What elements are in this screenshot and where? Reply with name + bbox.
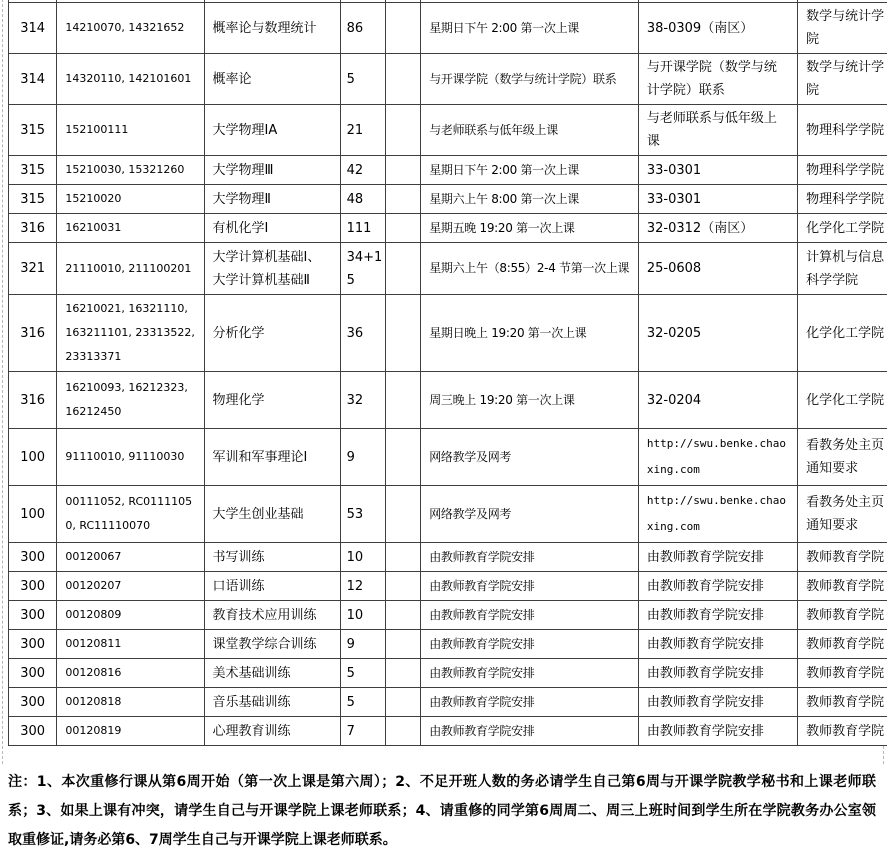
cell-seq: 316 (9, 214, 57, 243)
table-row (9, 54, 887, 105)
cell-blank (385, 659, 420, 688)
cell-schedule: 星期六上午（8:55）2-4 节第一次上课 (421, 243, 639, 295)
cell-location: 32-0205 (638, 295, 797, 372)
cell-course-codes: 00111052, RC01111050, RC11110070 (57, 486, 204, 543)
cell-course-codes: 21110010, 211100201 (57, 243, 204, 295)
cell-course-name: 心理教育训练 (204, 717, 340, 746)
cell-college: 教师教育学院 (798, 572, 887, 601)
cell-college: 物理科学学院 (798, 185, 887, 214)
cell-schedule: 由教师教育学院安排 (421, 717, 639, 746)
cell-blank (385, 572, 420, 601)
cell-seq: 300 (9, 659, 57, 688)
cell-college: 化学化工学院 (798, 214, 887, 243)
cell-course-codes: 15210030, 15321260 (57, 156, 204, 185)
cell-schedule: 由教师教育学院安排 (421, 572, 639, 601)
table-row (9, 688, 887, 717)
cell-location: http://swu.benke.chaoxing.com (638, 486, 797, 543)
cell-blank (385, 372, 420, 429)
cell-location: 由教师教育学院安排 (638, 659, 797, 688)
cell-college: 数学与统计学院 (798, 3, 887, 54)
cell-count: 5 (340, 54, 385, 105)
cell-location: 与老师联系与低年级上课 (638, 105, 797, 156)
cell-course-codes: 00120207 (57, 572, 204, 601)
cell-schedule: 星期日下午 2:00 第一次上课 (421, 156, 639, 185)
cell-college: 教师教育学院 (798, 601, 887, 630)
cell-college: 物理科学学院 (798, 156, 887, 185)
cell-course-name: 书写训练 (204, 543, 340, 572)
cell-count: 34+15 (340, 243, 385, 295)
cell-course-name: 大学物理Ⅱ (204, 185, 340, 214)
table-row (9, 105, 887, 156)
cell-seq: 300 (9, 601, 57, 630)
cell-course-name: 军训和军事理论Ⅰ (204, 429, 340, 486)
cell-count: 10 (340, 543, 385, 572)
cell-seq: 100 (9, 486, 57, 543)
cell-college: 数学与统计学院 (798, 54, 887, 105)
cell-count: 48 (340, 185, 385, 214)
cell-seq: 100 (9, 429, 57, 486)
cell-course-name: 物理化学 (204, 372, 340, 429)
cell-course-codes: 16210021, 16321110, 163211101, 23313522, 23313371 (57, 295, 204, 372)
cell-location: 由教师教育学院安排 (638, 688, 797, 717)
cell-location: 由教师教育学院安排 (638, 717, 797, 746)
cell-course-codes: 16210031 (57, 214, 204, 243)
cell-seq: 314 (9, 3, 57, 54)
cell-course-name: 概率论 (204, 54, 340, 105)
cell-course-codes: 00120816 (57, 659, 204, 688)
cell-schedule: 由教师教育学院安排 (421, 659, 639, 688)
cell-location: 38-0309（南区） (638, 3, 797, 54)
cell-blank (385, 688, 420, 717)
cell-seq: 316 (9, 372, 57, 429)
cell-count: 9 (340, 630, 385, 659)
cell-course-codes: 00120067 (57, 543, 204, 572)
cell-location: 由教师教育学院安排 (638, 630, 797, 659)
cell-course-codes: 00120811 (57, 630, 204, 659)
cell-course-codes: 91110010, 91110030 (57, 429, 204, 486)
cell-college: 化学化工学院 (798, 295, 887, 372)
table-row (9, 185, 887, 214)
cell-course-codes: 14210070, 14321652 (57, 3, 204, 54)
cell-blank (385, 105, 420, 156)
cell-location: 由教师教育学院安排 (638, 572, 797, 601)
cell-blank (385, 243, 420, 295)
cell-blank (385, 630, 420, 659)
table-row (9, 659, 887, 688)
page-boundary-left (2, 0, 3, 764)
cell-seq: 315 (9, 185, 57, 214)
cell-course-codes: 00120819 (57, 717, 204, 746)
cell-schedule: 与老师联系与低年级上课 (421, 105, 639, 156)
cell-schedule: 与开课学院（数学与统计学院）联系 (421, 54, 639, 105)
cell-count: 86 (340, 3, 385, 54)
cell-college: 教师教育学院 (798, 688, 887, 717)
cell-course-name: 大学物理Ⅲ (204, 156, 340, 185)
cell-count: 42 (340, 156, 385, 185)
cell-seq: 300 (9, 572, 57, 601)
cell-schedule: 周三晚上 19:20 第一次上课 (421, 372, 639, 429)
cell-count: 12 (340, 572, 385, 601)
cell-location: 32-0204 (638, 372, 797, 429)
cell-location: 32-0312（南区） (638, 214, 797, 243)
cell-course-name: 课堂教学综合训练 (204, 630, 340, 659)
cell-college: 教师教育学院 (798, 717, 887, 746)
cell-seq: 315 (9, 105, 57, 156)
cell-course-codes: 00120818 (57, 688, 204, 717)
cell-count: 10 (340, 601, 385, 630)
cell-count: 5 (340, 688, 385, 717)
cell-blank (385, 54, 420, 105)
table-row (9, 486, 887, 543)
cell-blank (385, 486, 420, 543)
cell-count: 5 (340, 659, 385, 688)
cell-location: 25-0608 (638, 243, 797, 295)
cell-count: 21 (340, 105, 385, 156)
cell-schedule: 由教师教育学院安排 (421, 688, 639, 717)
cell-college: 教师教育学院 (798, 630, 887, 659)
cell-seq: 315 (9, 156, 57, 185)
cell-course-name: 教育技术应用训练 (204, 601, 340, 630)
cell-blank (385, 295, 420, 372)
cell-location: 由教师教育学院安排 (638, 601, 797, 630)
cell-college: 教师教育学院 (798, 659, 887, 688)
cell-blank (385, 3, 420, 54)
cell-course-name: 美术基础训练 (204, 659, 340, 688)
cell-course-name: 音乐基础训练 (204, 688, 340, 717)
course-retake-table (8, 0, 887, 746)
cell-course-name: 大学物理ⅠA (204, 105, 340, 156)
table-row (9, 243, 887, 295)
table-row (9, 601, 887, 630)
cell-blank (385, 214, 420, 243)
cell-course-name: 大学计算机基础Ⅰ、大学计算机基础Ⅱ (204, 243, 340, 295)
cell-count: 36 (340, 295, 385, 372)
cell-college: 看教务处主页通知要求 (798, 429, 887, 486)
cell-blank (385, 543, 420, 572)
cell-blank (385, 429, 420, 486)
footer-note: 注：1、本次重修行课从第6周开始（第一次上课是第六周）；2、不足开班人数的务必请学生自己第6周与开课学院教学秘书和上课老师联系；3、如果上课有冲突，请学生自己与开课学院上课老师联系；4、请重修的同学第6周周二、周三上班时间到学生所在学院教务办公室领取重修证,请务必第6、7周学生自己与开课学院上课老师联系。 (8, 768, 876, 855)
cell-course-codes: 15210020 (57, 185, 204, 214)
cell-schedule: 网络教学及网考 (421, 429, 639, 486)
cell-college: 物理科学学院 (798, 105, 887, 156)
table-row (9, 372, 887, 429)
cell-location: http://swu.benke.chaoxing.com (638, 429, 797, 486)
cell-course-name: 口语训练 (204, 572, 340, 601)
cell-course-codes: 152100111 (57, 105, 204, 156)
cell-college: 化学化工学院 (798, 372, 887, 429)
cell-schedule: 星期日下午 2:00 第一次上课 (421, 3, 639, 54)
cell-seq: 321 (9, 243, 57, 295)
cell-blank (385, 156, 420, 185)
table-row (9, 630, 887, 659)
cell-college: 看教务处主页通知要求 (798, 486, 887, 543)
cell-count: 9 (340, 429, 385, 486)
table-row (9, 717, 887, 746)
cell-count: 111 (340, 214, 385, 243)
cell-schedule: 由教师教育学院安排 (421, 601, 639, 630)
cell-course-name: 大学生创业基础 (204, 486, 340, 543)
cell-seq: 300 (9, 688, 57, 717)
table-row (9, 543, 887, 572)
cell-count: 53 (340, 486, 385, 543)
table-row (9, 295, 887, 372)
cell-count: 7 (340, 717, 385, 746)
cell-schedule: 星期五晚 19:20 第一次上课 (421, 214, 639, 243)
cell-schedule: 星期六上午 8:00 第一次上课 (421, 185, 639, 214)
table-row (9, 156, 887, 185)
table-row (9, 572, 887, 601)
cell-course-name: 分析化学 (204, 295, 340, 372)
cell-college: 计算机与信息科学学院 (798, 243, 887, 295)
table-row (9, 3, 887, 54)
table-row (9, 429, 887, 486)
cell-seq: 300 (9, 630, 57, 659)
cell-blank (385, 717, 420, 746)
cell-location: 与开课学院（数学与统计学院）联系 (638, 54, 797, 105)
cell-course-name: 概率论与数理统计 (204, 3, 340, 54)
cell-course-name: 有机化学Ⅰ (204, 214, 340, 243)
cell-course-codes: 14320110, 142101601 (57, 54, 204, 105)
cell-seq: 316 (9, 295, 57, 372)
cell-count: 32 (340, 372, 385, 429)
cell-seq: 314 (9, 54, 57, 105)
cell-location: 由教师教育学院安排 (638, 543, 797, 572)
cell-location: 33-0301 (638, 156, 797, 185)
cell-schedule: 网络教学及网考 (421, 486, 639, 543)
cell-seq: 300 (9, 717, 57, 746)
cell-schedule: 由教师教育学院安排 (421, 543, 639, 572)
cell-schedule: 由教师教育学院安排 (421, 630, 639, 659)
cell-course-codes: 16210093, 16212323, 16212450 (57, 372, 204, 429)
cell-course-codes: 00120809 (57, 601, 204, 630)
table-row (9, 214, 887, 243)
cell-college: 教师教育学院 (798, 543, 887, 572)
cell-blank (385, 601, 420, 630)
cell-location: 33-0301 (638, 185, 797, 214)
cell-blank (385, 185, 420, 214)
cell-seq: 300 (9, 543, 57, 572)
cell-schedule: 星期日晚上 19:20 第一次上课 (421, 295, 639, 372)
